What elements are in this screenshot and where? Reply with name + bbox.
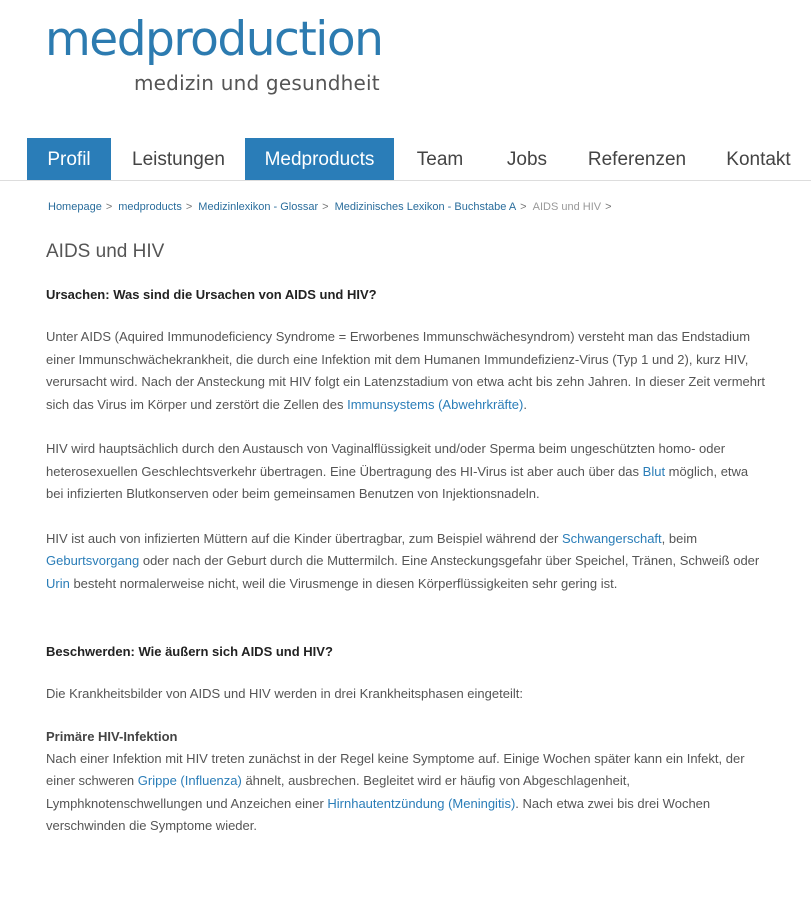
link-schwangerschaft[interactable]: Schwangerschaft (561, 530, 662, 546)
paragraph-definition (46, 326, 766, 416)
nav-item-medproducts[interactable]: Medproducts (245, 138, 394, 180)
nav-item-referenzen[interactable]: Referenzen (587, 149, 687, 170)
breadcrumb-separator: > (520, 201, 527, 213)
breadcrumb-separator: > (605, 201, 612, 213)
link-geburtsvorgang[interactable]: Geburtsvorgang (46, 553, 140, 568)
link-meningitis[interactable]: Hirnhautentzündung (Meningitis) (327, 795, 516, 811)
paragraph-text: HIV ist auch von infizierten Müttern auf die Kinder übertragbar, zum Beispiel während der (46, 530, 562, 546)
paragraph-text: möglich, etwa bei infizierten Blutkonserven oder beim gemeinsamen Benutzen von Injektionsnadeln. (46, 463, 749, 501)
paragraph-transmission (46, 438, 766, 506)
paragraph-text: oder nach der Geburt durch die Muttermilch. Eine Ansteckungsgefahr über Speichel, Tränen, Schweiß oder (139, 553, 760, 568)
link-urin[interactable]: Urin (46, 575, 70, 591)
breadcrumb-homepage[interactable]: Homepage (48, 201, 102, 213)
nav-item-team[interactable]: Team (416, 149, 464, 170)
main-nav (0, 138, 811, 181)
breadcrumb-glossar[interactable]: Medizinlexikon - Glossar (198, 201, 319, 213)
paragraph-mother-child (46, 528, 766, 596)
link-immunsystem[interactable]: Immunsystems (Abwehrkräfte) (347, 396, 524, 412)
breadcrumb-buchstabe-a[interactable]: Medizinisches Lexikon - Buchstabe A (334, 201, 517, 213)
breadcrumb-separator: > (322, 201, 329, 213)
nav-item-leistungen[interactable]: Leistungen (132, 149, 225, 170)
link-blut[interactable]: Blut (642, 463, 666, 479)
article-content (46, 238, 766, 838)
nav-item-jobs[interactable]: Jobs (506, 149, 548, 170)
breadcrumb-separator: > (105, 201, 113, 213)
paragraph-text: besteht normalerweise nicht, weil die Virusmenge in diesen Körperflüssigkeiten sehr gering ist. (69, 575, 618, 591)
paragraph-text: ähnelt, ausbrechen. Begleitet wird er häufig von Abgeschlagenheit, Lymphknotenschwellungen und Anzeichen einer (46, 773, 630, 811)
breadcrumb-current: AIDS und HIV (532, 201, 602, 213)
paragraph-primary-infection (46, 748, 766, 838)
page-title: AIDS und HIV (46, 241, 165, 262)
paragraph-text: Nach einer Infektion mit HIV treten zunächst in der Regel keine Symptome auf. Einige Wochen später kann ein Infekt, der einer schweren (46, 750, 745, 788)
section-heading-ursachen: Ursachen: Was sind die Ursachen von AIDS und HIV? (46, 287, 377, 302)
logo-wordmark[interactable]: medproduction (45, 12, 383, 67)
logo-tagline: medizin und gesundheit (134, 71, 380, 95)
paragraph-text: Unter AIDS (Aquired Immunodeficiency Syndrome = Erworbenes Immunschwächesyndrom) versteht man das Endstadium einer Immunschwächekrankheit, die durch eine Infektion mit dem Humanen Immundefizienz-Virus (Typ 1 und 2), kurz HIV, verursacht wird. Nach der Ansteckung mit HIV folgt ein Latenzstadium von etwa acht bis zehn Jahren. In dieser Zeit vermehrt sich das Virus im Körper und zerstört die Zellen des (46, 329, 765, 412)
paragraph-text: . Nach etwa zwei bis drei Wochen verschwinden die Symptome wieder. (46, 795, 711, 833)
site-header (0, 0, 811, 138)
nav-item-profil[interactable]: Profil (27, 138, 111, 180)
paragraph-text: . (523, 396, 527, 412)
link-grippe[interactable]: Grippe (Influenza) (137, 773, 242, 788)
breadcrumb-separator: > (185, 201, 193, 213)
paragraph-phases: Die Krankheitsbilder von AIDS und HIV werden in drei Krankheitsphasen eingeteilt: (46, 686, 523, 701)
section-heading-beschwerden: Beschwerden: Wie äußern sich AIDS und HIV? (46, 644, 333, 659)
nav-item-kontakt[interactable]: Kontakt (726, 149, 791, 170)
paragraph-text: , beim (661, 530, 698, 546)
breadcrumb-medproducts[interactable]: medproducts (118, 201, 182, 213)
subheading-primaere-infektion: Primäre HIV-Infektion (46, 728, 178, 744)
breadcrumb (48, 201, 618, 213)
paragraph-text: HIV wird hauptsächlich durch den Austausch von Vaginalflüssigkeit und/oder Sperma beim ungeschützten homo- oder heterosexuellen Geschlechtsverkehr übertragen. Eine Übertragung des HI-Virus ist aber auch über das (46, 441, 726, 479)
